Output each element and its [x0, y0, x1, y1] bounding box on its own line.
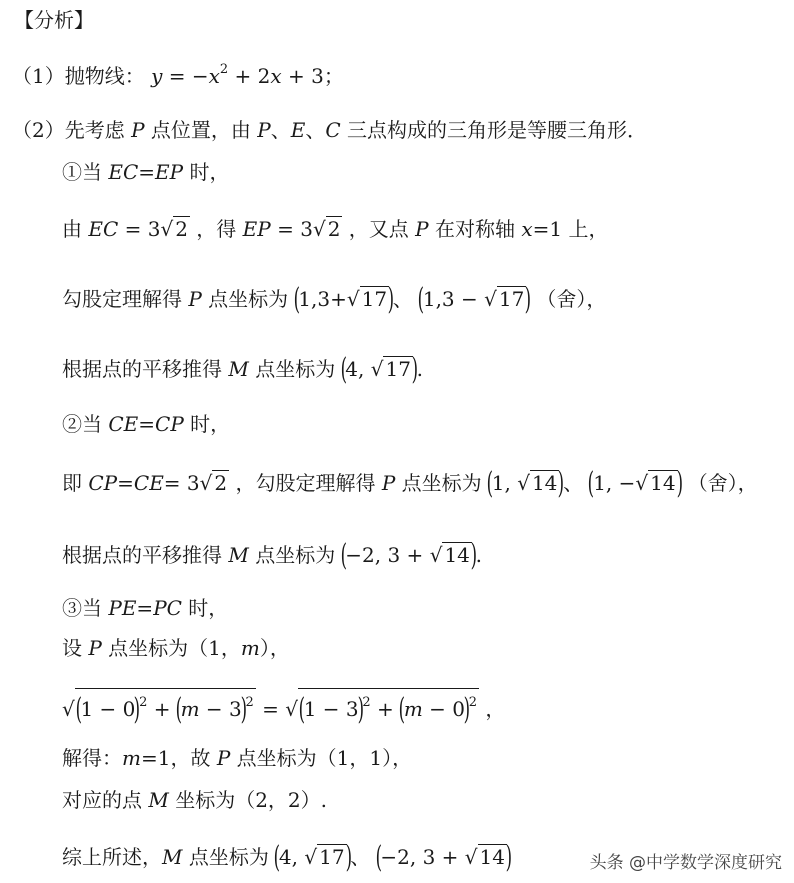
case1-point2: (1,3 − √ 17): [417, 282, 532, 317]
part2-text: 先考虑 P 点位置，由 P、E、C 三点构成的三角形是等腰三角形．: [64, 118, 648, 142]
summary-m1: (4, √ 17): [273, 840, 352, 875]
case1-point1: (1,3+√ 17): [293, 282, 395, 317]
case3-line1: 设 P 点坐标为（1，m），: [62, 636, 290, 660]
case2-m-point: (−2, 3 + √ 14): [340, 538, 477, 573]
case1-reject: （舍），: [536, 287, 607, 311]
case2-line2: 根据点的平移推得 M 点坐标为 (−2, 3 + √ 14).: [62, 538, 482, 573]
case2-reject: （舍），: [687, 471, 758, 495]
part1-text: 抛物线：: [64, 64, 145, 88]
part2-label: （2）: [12, 118, 65, 142]
watermark: 头条 @中学数学深度研究: [589, 853, 782, 873]
case1-title: ①当 EC=EP 时，: [62, 160, 230, 184]
case2-title: ②当 CE=CP 时，: [62, 412, 231, 436]
case3-equation: $√(1 - 0)^2 + (m - 3)^2 = √(1 - 3)^2 + (m - 0)^2$ ，: [62, 688, 505, 728]
case1-line1: 由 EC = 3√ 2 ，得 EP = 3√ 2 ，又点 P 在对称轴 x=1 上，: [62, 217, 609, 241]
case1-line2: 勾股定理解得 P 点坐标为 (1,3+√ 17)、 (1,3 − √ 17) （舍），: [62, 282, 607, 317]
case2-point1: (1, √ 14): [486, 466, 565, 501]
case3-line2: 解得：m=1，故 P 点坐标为（1，1），: [62, 746, 413, 770]
part2-line: [12, 118, 647, 142]
case2-point2: (1, −√ 14): [588, 466, 683, 501]
case2-line1: 即 CP=CE= 3√ 2 ，勾股定理解得 P 点坐标为 (1, √ 14)、 (1, −√ 14) （舍），: [62, 466, 758, 501]
summary-line: 综上所述，M 点坐标为 (4, √ 17)、 (−2, 3 + √ 14): [62, 840, 513, 875]
analysis-heading: 【分析】: [14, 8, 94, 32]
part1-line: [12, 62, 344, 88]
case3-line3: 对应的点 M 坐标为（2，2）.: [62, 788, 328, 812]
part1-label: （1）: [12, 64, 65, 88]
summary-m2: (−2, 3 + √ 14): [375, 840, 513, 875]
case1-m-point: (4, √ 17): [340, 352, 419, 387]
part1-equation: $y = -x^2 + 2x + 3$；: [151, 62, 344, 88]
case1-line3: 根据点的平移推得 M 点坐标为 (4, √ 17).: [62, 352, 424, 387]
case3-title: ③当 PE=PC 时，: [62, 596, 229, 620]
